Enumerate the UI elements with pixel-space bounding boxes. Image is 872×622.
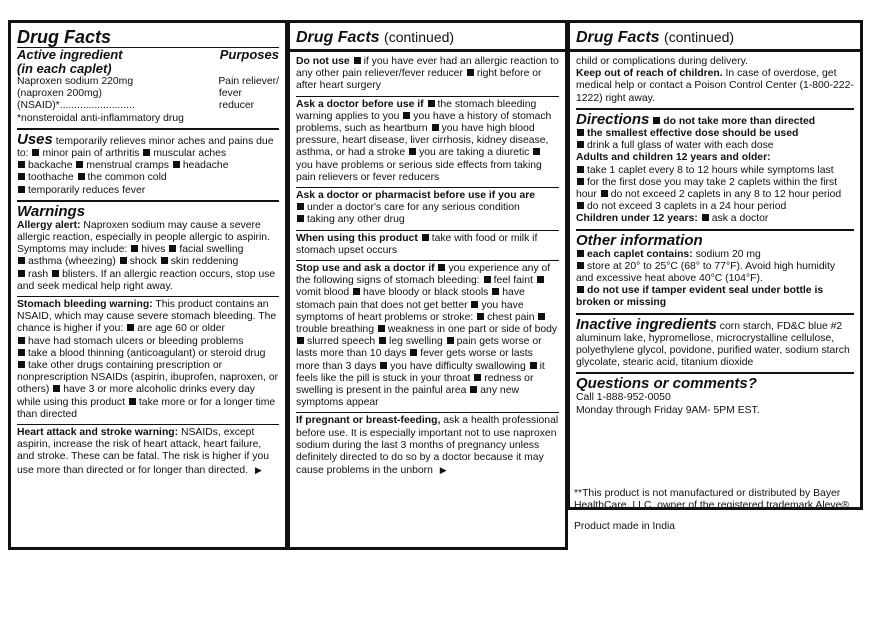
bullet-icon — [161, 257, 168, 264]
ask-doctor-section — [296, 97, 559, 188]
ingredient-note: *nonsteroidal anti-inflammatory drug — [17, 112, 184, 124]
heart-warning-text: NSAIDs, except aspirin, increase the risk of heart attack, heart failure, and stroke. These can be fatal. The risk is higher if you use more than directed or for longer than directed. — [17, 427, 270, 476]
ask-doctor-label: Ask a doctor before use if — [296, 98, 424, 110]
allergy-alert-text: Naproxen sodium may cause a severe allergic reaction, especially in people allergic to aspirin. Symptoms may include: — [17, 219, 270, 256]
when-using-item: take with food or milk if stomach upset occurs — [296, 232, 538, 256]
bullet-icon — [169, 245, 176, 252]
bullet-icon — [173, 161, 180, 168]
trademark-footnote: **This product is not manufactured or distributed by Bayer HealthCare, LLC, owner of the registered trademark Aleve®. — [574, 488, 852, 512]
do-not-use-item: if you have ever had an allergic reaction to any other pain reliever/fever reducer — [296, 56, 559, 80]
stomach-warning-text: This product contains an NSAID, which may cause severe stomach bleeding. The chance is higher if you: — [17, 299, 277, 335]
stomach-item: have had stomach ulcers or bleeding problems — [28, 335, 244, 347]
purpose-line-1: Pain reliever/ — [218, 76, 279, 87]
other-information-title: Other information — [576, 231, 703, 249]
bullet-icon — [403, 112, 410, 119]
inactive-ingredients-text: corn starch, FD&C blue #2 aluminum lake, hypromellose, microcrystalline cellulose, polyethylene glycol, povidone, purified water, sodium starch glycolate, stearic acid, titanium dioxide — [576, 320, 850, 369]
stomach-item: take more or for a longer time than directed — [17, 396, 276, 420]
ask-doctor-item: the stomach bleeding warning applies to you — [296, 98, 537, 122]
children-label: Children under 12 years: — [576, 213, 698, 225]
bullet-icon — [428, 100, 435, 107]
bullet-icon — [120, 257, 127, 264]
panel-title: Drug Facts — [576, 29, 660, 46]
stop-use-item: any new symptoms appear — [296, 385, 519, 409]
bullet-icon — [52, 270, 59, 277]
adult-item: take 1 caplet every 8 to 12 hours while symptoms last — [587, 164, 834, 176]
bullet-icon — [530, 362, 537, 369]
uses-item: toothache — [28, 172, 74, 184]
children-item: ask a doctor — [711, 213, 769, 225]
uses-item: minor pain of arthritis — [42, 148, 140, 160]
leader-dots: .......................... — [59, 100, 135, 112]
bullet-icon — [127, 324, 134, 331]
heart-attack-section — [17, 425, 279, 480]
bullet-icon — [577, 262, 584, 269]
allergy-item: rash — [28, 268, 49, 280]
other-information-section — [576, 231, 854, 315]
bullet-icon — [143, 149, 150, 156]
bullet-icon — [484, 276, 491, 283]
ingredient-line-2: (naproxen 200mg) (NSAID)* — [17, 88, 102, 112]
ask-pharmacist-label: Ask a doctor or pharmacist before use if you are — [296, 190, 536, 202]
bullet-icon — [577, 129, 584, 136]
allergy-item: blisters. If an allergic reaction occurs, stop use and seek medical help right away. — [17, 268, 276, 292]
call-hours: Monday through Friday 9AM- 5PM EST. — [576, 404, 760, 416]
keep-out-label: Keep out of reach of children. — [576, 68, 723, 80]
footnote-area — [574, 488, 864, 533]
stop-use-item: pain gets worse or lasts more than 10 days — [296, 336, 542, 360]
allergy-item: asthma (wheezing) — [28, 256, 116, 268]
bullet-icon — [702, 214, 709, 221]
pregnancy-section — [296, 413, 559, 480]
drug-facts-panel-3 — [568, 20, 863, 510]
bullet-icon — [474, 374, 481, 381]
stop-use-item: fever gets worse or lasts more than 3 days — [296, 348, 533, 372]
bullet-icon — [447, 337, 454, 344]
continue-arrow-icon: ▶ — [254, 464, 262, 475]
direction-item: drink a full glass of water with each dose — [587, 140, 774, 152]
stomach-item: have 3 or more alcoholic drinks every day while using this product — [17, 384, 255, 408]
panel-header — [290, 23, 565, 52]
uses-item: the common cold — [87, 172, 167, 184]
ask-doctor-item: you are taking a diuretic — [419, 147, 530, 159]
other-item-text: sodium 20 mg — [695, 248, 761, 260]
questions-section — [576, 374, 854, 419]
stomach-item: take a blood thinning (anticoagulant) or steroid drug — [28, 347, 266, 359]
uses-section — [17, 130, 279, 202]
panel-title: Drug Facts — [296, 29, 380, 46]
uses-title: Uses — [17, 130, 53, 148]
active-ingredient-section — [17, 25, 279, 130]
bullet-icon — [577, 286, 584, 293]
purpose-line-2: fever reducer — [218, 88, 255, 112]
bullet-icon — [477, 313, 484, 320]
stomach-item: are age 60 or older — [137, 323, 225, 335]
allergy-item: skin reddening — [170, 256, 239, 268]
other-item-label: each caplet contains: — [587, 248, 693, 260]
heart-warning-label: Heart attack and stroke warning: — [17, 427, 179, 439]
bullet-icon — [380, 362, 387, 369]
pregnancy-label: If pregnant or breast-feeding, — [296, 415, 441, 427]
stop-use-item: you have difficulty swallowing — [390, 360, 526, 372]
bullet-icon — [438, 264, 445, 271]
bullet-icon — [538, 313, 545, 320]
uses-item: headache — [182, 160, 229, 172]
adult-item: do not exceed 3 caplets in a 24 hour period — [587, 201, 787, 213]
bullet-icon — [297, 215, 304, 222]
bullet-icon — [577, 166, 584, 173]
uses-item: muscular aches — [153, 148, 227, 160]
bullet-icon — [471, 301, 478, 308]
bullet-icon — [537, 276, 544, 283]
directions-title: Directions — [576, 110, 650, 128]
stop-use-section — [296, 261, 559, 413]
directions-section — [576, 110, 854, 231]
uses-item: menstrual cramps — [86, 160, 169, 172]
bullet-icon — [131, 245, 138, 252]
inactive-ingredients-section — [576, 315, 854, 375]
bullet-icon — [467, 69, 474, 76]
warnings-section — [17, 202, 279, 297]
bullet-icon — [18, 186, 25, 193]
warnings-title: Warnings — [17, 202, 86, 220]
continue-arrow-icon: ▶ — [439, 465, 447, 476]
bullet-icon — [18, 161, 25, 168]
when-using-label: When using this product — [296, 232, 418, 244]
stop-use-item: redness or swelling is present in the painful area — [296, 372, 534, 397]
allergy-alert-label: Allergy alert: — [17, 219, 81, 231]
bullet-icon — [410, 349, 417, 356]
stop-use-item: have bloody or black stools — [363, 287, 489, 299]
bullet-icon — [18, 173, 25, 180]
bullet-icon — [601, 190, 608, 197]
bullet-icon — [409, 148, 416, 155]
stop-use-item: you experience any of the following signs of stomach bleeding: — [296, 263, 551, 287]
adults-label: Adults and children 12 years and older: — [576, 152, 771, 164]
keep-out-text: In case of overdose, get medical help or contact a Poison Control Center (1-800-222-1222) right away. — [576, 68, 854, 104]
stop-use-item: it feels like the pill is stuck in your throat — [296, 360, 545, 384]
bullet-icon — [577, 250, 584, 257]
bullet-icon — [53, 385, 60, 392]
bullet-icon — [378, 325, 385, 332]
drug-facts-panel-1 — [8, 20, 288, 550]
uses-item: temporarily reduces fever — [28, 184, 146, 196]
ask-doctor-item: you have problems or serious side effects from taking pain relievers or fever reducers — [296, 159, 542, 183]
bullet-icon — [18, 361, 25, 368]
pregnancy-text: ask a health professional before use. It is especially important not to use naproxen sodium during the last 3 months of pregnancy unless definitely directed to do so by a doctor because it may cause problems in the unborn — [296, 415, 559, 477]
bullet-icon — [18, 349, 25, 356]
when-using-section — [296, 231, 559, 261]
stop-use-item: vomit blood — [296, 287, 350, 299]
bullet-icon — [78, 173, 85, 180]
allergy-item: hives — [141, 244, 166, 256]
bullet-icon — [297, 337, 304, 344]
bullet-icon — [129, 398, 136, 405]
uses-item: backache — [28, 160, 73, 172]
bullet-icon — [653, 117, 660, 124]
stomach-item: take other drugs containing prescription or nonprescription NSAIDs (aspirin, ibuprofen, naproxen, or others) — [17, 360, 279, 396]
stop-use-item: slurred speech — [307, 336, 376, 348]
bullet-icon — [18, 257, 25, 264]
stop-use-label: Stop use and ask a doctor if — [296, 263, 435, 275]
bullet-icon — [432, 124, 439, 131]
stomach-warning-label: Stomach bleeding warning: — [17, 299, 153, 311]
continued-text: child or complications during delivery. — [576, 56, 748, 67]
bullet-icon — [577, 178, 584, 185]
other-item: store at 20° to 25°C (68° to 77°F). Avoid high humidity and excessive heat above 40°C (104°F). — [576, 260, 836, 285]
ask-pharmacist-section — [296, 188, 559, 231]
direction-item: do not take more than directed — [663, 115, 816, 127]
ask-doctor-item: you have a history of stomach problems, such as heartburn — [296, 110, 552, 135]
ask-doctor-item: you have high blood pressure, heart disease, liver cirrhosis, kidney disease, asthma, or had a stroke — [296, 123, 549, 159]
bullet-icon — [354, 57, 361, 64]
bullet-icon — [422, 234, 429, 241]
bullet-icon — [18, 337, 25, 344]
ingredient-line-1: Naproxen sodium 220mg — [17, 76, 134, 87]
adult-item: for the first dose you may take 2 caplets within the first hour — [576, 176, 838, 201]
bullet-icon — [470, 386, 477, 393]
keep-out-section — [576, 54, 854, 110]
stop-use-item: weakness in one part or side of body — [387, 324, 558, 336]
ask-pharmacist-item: under a doctor's care for any serious condition — [307, 202, 520, 214]
bullet-icon — [297, 203, 304, 210]
direction-item: the smallest effective dose should be used — [587, 128, 799, 140]
stop-use-item: have stomach pain that does not get better — [296, 287, 525, 311]
inactive-ingredients-title: Inactive ingredients — [576, 315, 717, 333]
continued-label: (continued) — [664, 29, 735, 45]
do-not-use-item: right before or after heart surgery — [296, 68, 542, 92]
active-ingredient-sub: (in each caplet) — [17, 61, 112, 76]
uses-intro: temporarily relieves minor aches and pains due to: — [17, 135, 274, 160]
bullet-icon — [353, 288, 360, 295]
ask-pharmacist-item: taking any other drug — [307, 214, 405, 226]
bullet-icon — [379, 337, 386, 344]
other-item: do not use if tamper evident seal under bottle is broken or missing — [576, 285, 824, 309]
questions-title: Questions or comments? — [576, 375, 757, 393]
stop-use-item: feel faint — [493, 275, 533, 287]
bullet-icon — [577, 141, 584, 148]
bullet-icon — [76, 161, 83, 168]
stop-use-item: chest pain — [487, 311, 535, 323]
stomach-bleeding-section — [17, 297, 279, 425]
bullet-icon — [32, 149, 39, 156]
allergy-item: facial swelling — [179, 244, 244, 256]
stop-use-item: leg swelling — [389, 336, 443, 348]
continued-label: (continued) — [384, 29, 455, 45]
bullet-icon — [18, 270, 25, 277]
made-in-text: Product made in India — [574, 520, 676, 532]
purposes-label: Purposes — [219, 47, 279, 62]
bullet-icon — [533, 148, 540, 155]
adult-item: do not exceed 2 caplets in any 8 to 12 hour period — [610, 189, 842, 201]
active-ingredient-label: Active ingredient — [17, 47, 123, 62]
drug-facts-panel-2 — [288, 20, 568, 550]
stop-use-item: trouble breathing — [296, 324, 374, 336]
bullet-icon — [577, 202, 584, 209]
call-number: Call 1-888-952-0050 — [576, 392, 671, 404]
do-not-use-label: Do not use — [296, 56, 350, 67]
do-not-use-section — [296, 54, 559, 97]
stop-use-item: you have symptoms of heart problems or stroke: — [296, 299, 524, 323]
panel-title: Drug Facts — [17, 27, 112, 47]
panel-header — [570, 23, 860, 52]
allergy-item: shock — [129, 256, 157, 268]
bullet-icon — [492, 288, 499, 295]
